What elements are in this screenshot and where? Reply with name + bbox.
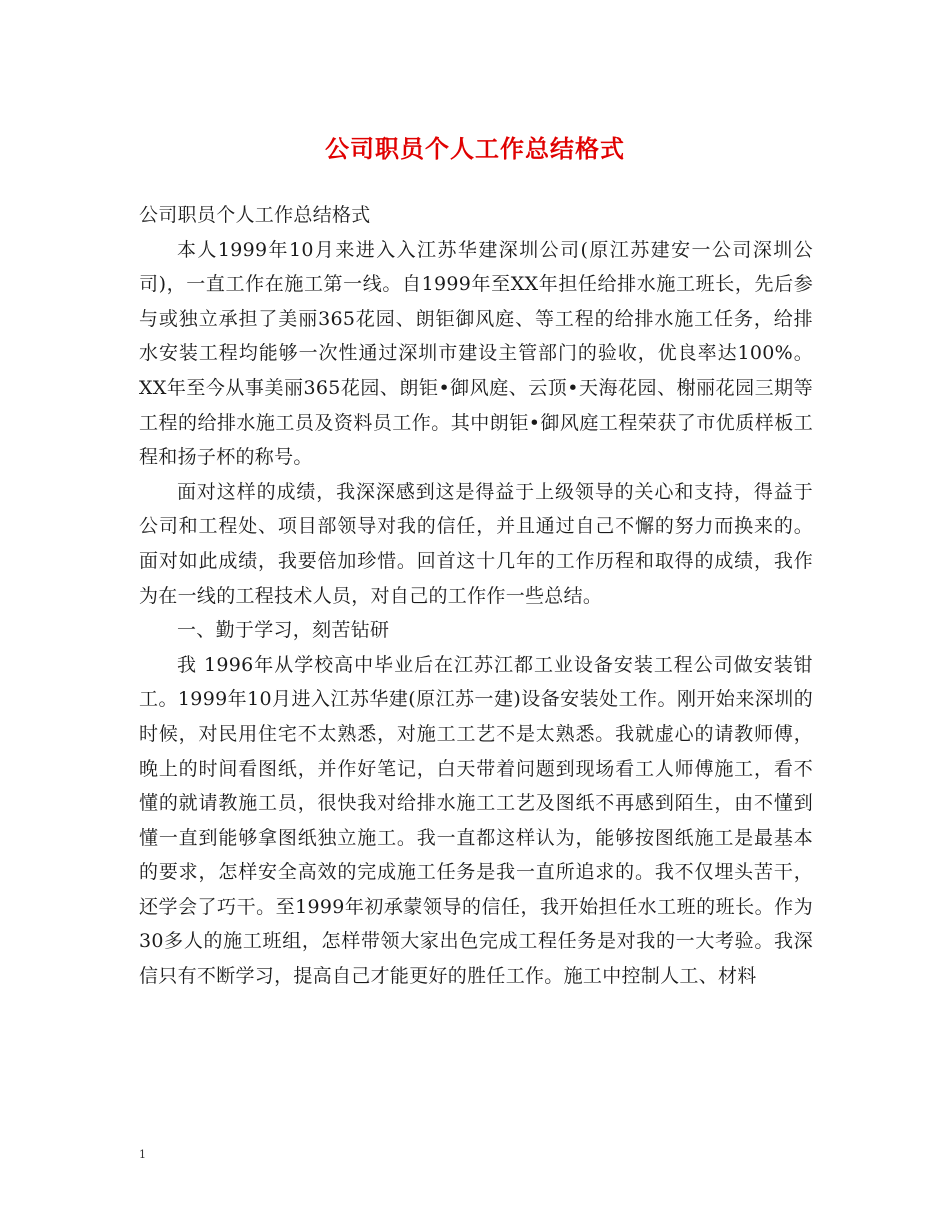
paragraph: 面对这样的成绩，我深深感到这是得益于上级领导的关心和支持，得益于公司和工程处、项目部领导对我的信任，并且通过自己不懈的努力而换来的。面对如此成绩，我要倍加珍惜。回首这十几年的工作历程和取得的成绩，我作为在一线的工程技术人员，对自己的工作作一些总结。	[139, 480, 813, 607]
paragraph: 我 1996年从学校高中毕业后在江苏江都工业设备安装工程公司做安装钳工。1999年10月进入江苏华建(原江苏一建)设备安装处工作。刚开始来深圳的时候，对民用住宅不太熟悉，对施工工艺不是太熟悉。我就虚心的请教师傅，晚上的时间看图纸，并作好笔记，白天带着问题到现场看工人师傅施工，看不懂的就请教施工员，很快我对给排水施工工艺及图纸不再感到陌生，由不懂到懂一直到能够拿图纸独立施工。我一直都这样认为，能够按图纸施工是最基本的要求，怎样安全高效的完成施工任务是我一直所追求的。我不仅埋头苦干，还学会了巧干。至1999年初承蒙领导的信任，我开始担任水工班的班长。作为30多人的施工班组，怎样带领大家出色完成工程任务是对我的一大考验。我深信只有不断学习，提高自己才能更好的胜任工作。施工中控制人工、材料	[139, 653, 813, 988]
paragraph: 本人1999年10月来进入入江苏华建深圳公司(原江苏建安一公司深圳公司)，一直工作在施工第一线。自1999年至XX年担任给排水施工班长，先后参与或独立承担了美丽365花园、朗钜御风庭、等工程的给排水施工任务，给排水安装工程均能够一次性通过深圳市建设主管部门的验收，优良率达100%。 XX年至今从事美丽365花园、朗钜•御风庭、云顶•天海花园、榭丽花园三期等工程的给排水施工员及资料员工作。其中朗钜•御风庭工程荣获了市优质样板工程和扬子杯的称号。	[139, 238, 813, 469]
page-number: 1	[139, 1148, 146, 1161]
section-heading: 一、勤于学习，刻苦钻研	[177, 619, 390, 642]
document-body	[139, 198, 813, 994]
paragraph: 公司职员个人工作总结格式	[139, 204, 371, 226]
page-title: 公司职员个人工作总结格式	[325, 134, 625, 163]
